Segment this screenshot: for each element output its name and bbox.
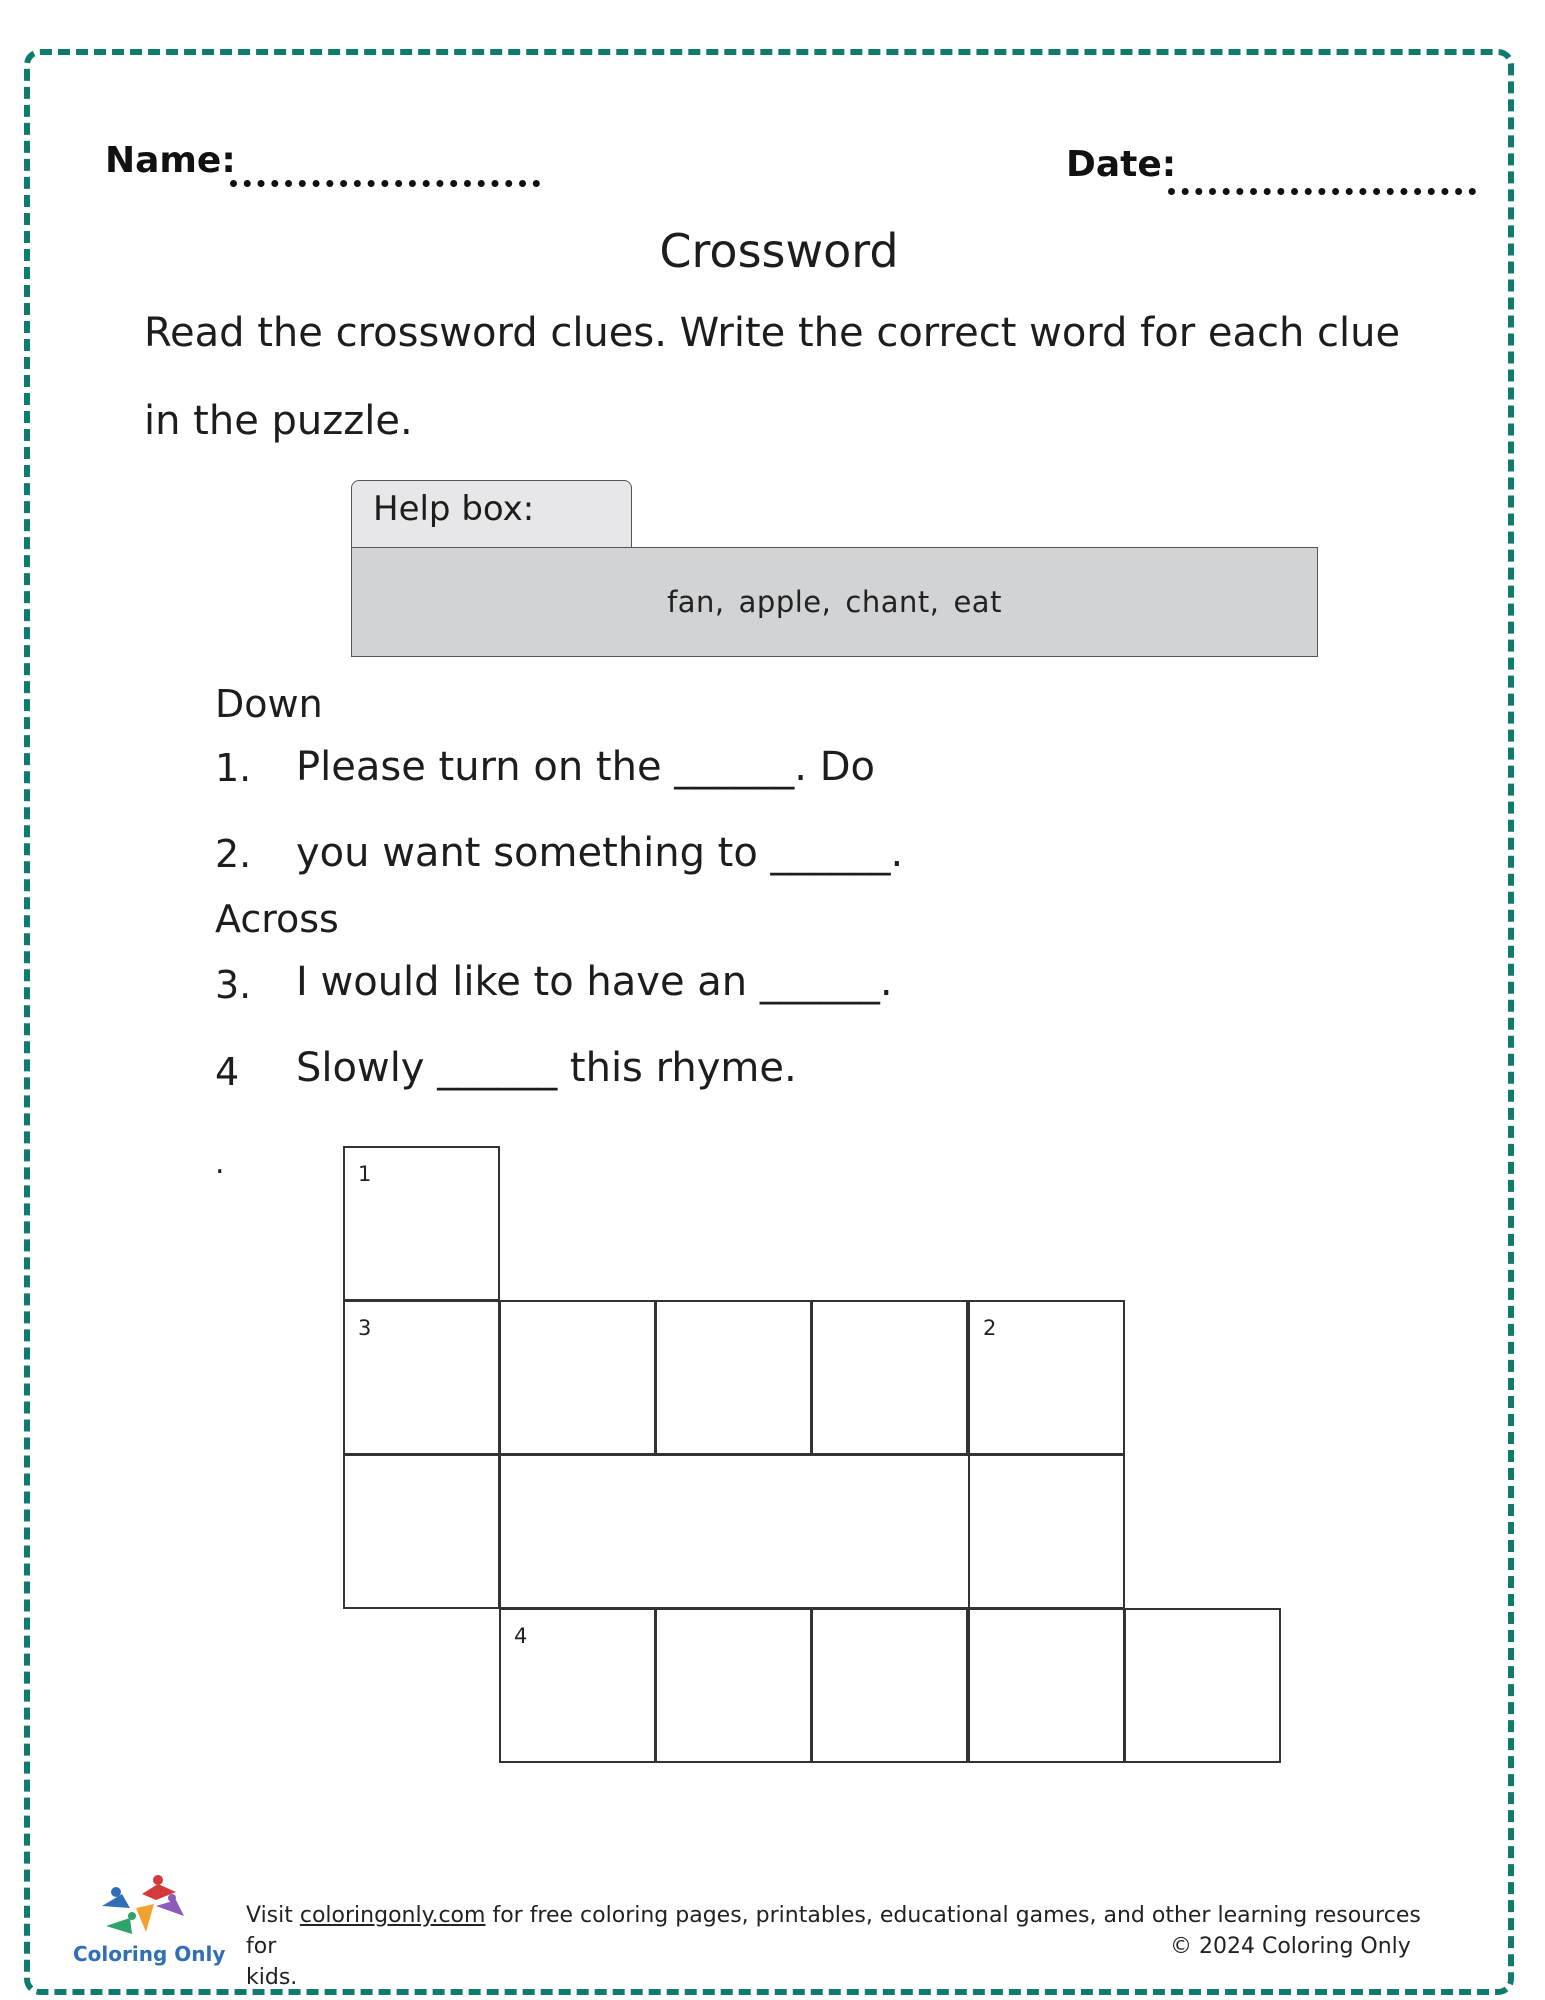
grid-cell[interactable] (343, 1454, 500, 1609)
clue-text: Please turn on the ______. Do (296, 744, 875, 790)
grid-gap (499, 1454, 970, 1609)
footer-rest-line-1: for free coloring pages, printables, educational games, and other learning resources for (246, 1903, 1421, 1959)
date-field[interactable] (1168, 188, 1476, 195)
clue-text: Slowly ______ this rhyme. (296, 1045, 797, 1091)
help-word: eat (953, 585, 1002, 619)
grid-cell[interactable] (968, 1300, 1125, 1455)
cell-number: 4 (514, 1624, 528, 1648)
name-field[interactable] (230, 180, 540, 187)
footer-link[interactable]: coloringonly.com (299, 1903, 486, 1928)
logo-text: Coloring Only (73, 1942, 226, 1966)
grid-cell[interactable] (968, 1608, 1125, 1763)
help-word: fan, (667, 585, 725, 619)
page-title: Crossword (659, 224, 899, 278)
grid-cell[interactable] (1124, 1608, 1281, 1763)
grid-cell[interactable] (655, 1300, 812, 1455)
grid-cell[interactable] (343, 1300, 500, 1455)
grid-cell[interactable] (499, 1608, 656, 1763)
copyright: © 2024 Coloring Only (1170, 1934, 1411, 1959)
grid-cell[interactable] (811, 1608, 968, 1763)
grid-cell[interactable] (811, 1300, 968, 1455)
help-box-label: Help box: (373, 489, 535, 529)
cell-number: 2 (983, 1316, 997, 1340)
footer-rest-line-2: kids. (246, 1965, 298, 1990)
clue-number: 4 (215, 1050, 240, 1094)
date-label: Date: (1066, 144, 1177, 185)
across-heading: Across (215, 897, 339, 941)
clue-number: 1. (215, 746, 252, 790)
cell-number: 3 (358, 1316, 372, 1340)
help-box-tab (351, 480, 632, 548)
name-label: Name: (105, 140, 236, 181)
help-word: chant, (845, 585, 940, 619)
instructions-line-2: in the puzzle. (144, 398, 413, 444)
cell-number: 1 (358, 1162, 372, 1186)
instructions-line-1: Read the crossword clues. Write the correct word for each clue (144, 310, 1401, 356)
grid-cell[interactable] (655, 1608, 812, 1763)
grid-cell[interactable] (343, 1146, 500, 1301)
clue-number: 2. (215, 832, 252, 876)
coloring-only-logo (96, 1872, 196, 1944)
stray-mark: . (215, 1146, 225, 1181)
help-word: apple, (738, 585, 832, 619)
clue-text: I would like to have an ______. (296, 959, 893, 1005)
grid-cell[interactable] (968, 1454, 1125, 1609)
down-heading: Down (215, 682, 323, 726)
footer-visit: Visit (246, 1903, 300, 1928)
clue-text: you want something to ______. (296, 830, 904, 876)
help-box (351, 547, 1318, 657)
grid-cell[interactable] (499, 1300, 656, 1455)
clue-number: 3. (215, 963, 252, 1007)
